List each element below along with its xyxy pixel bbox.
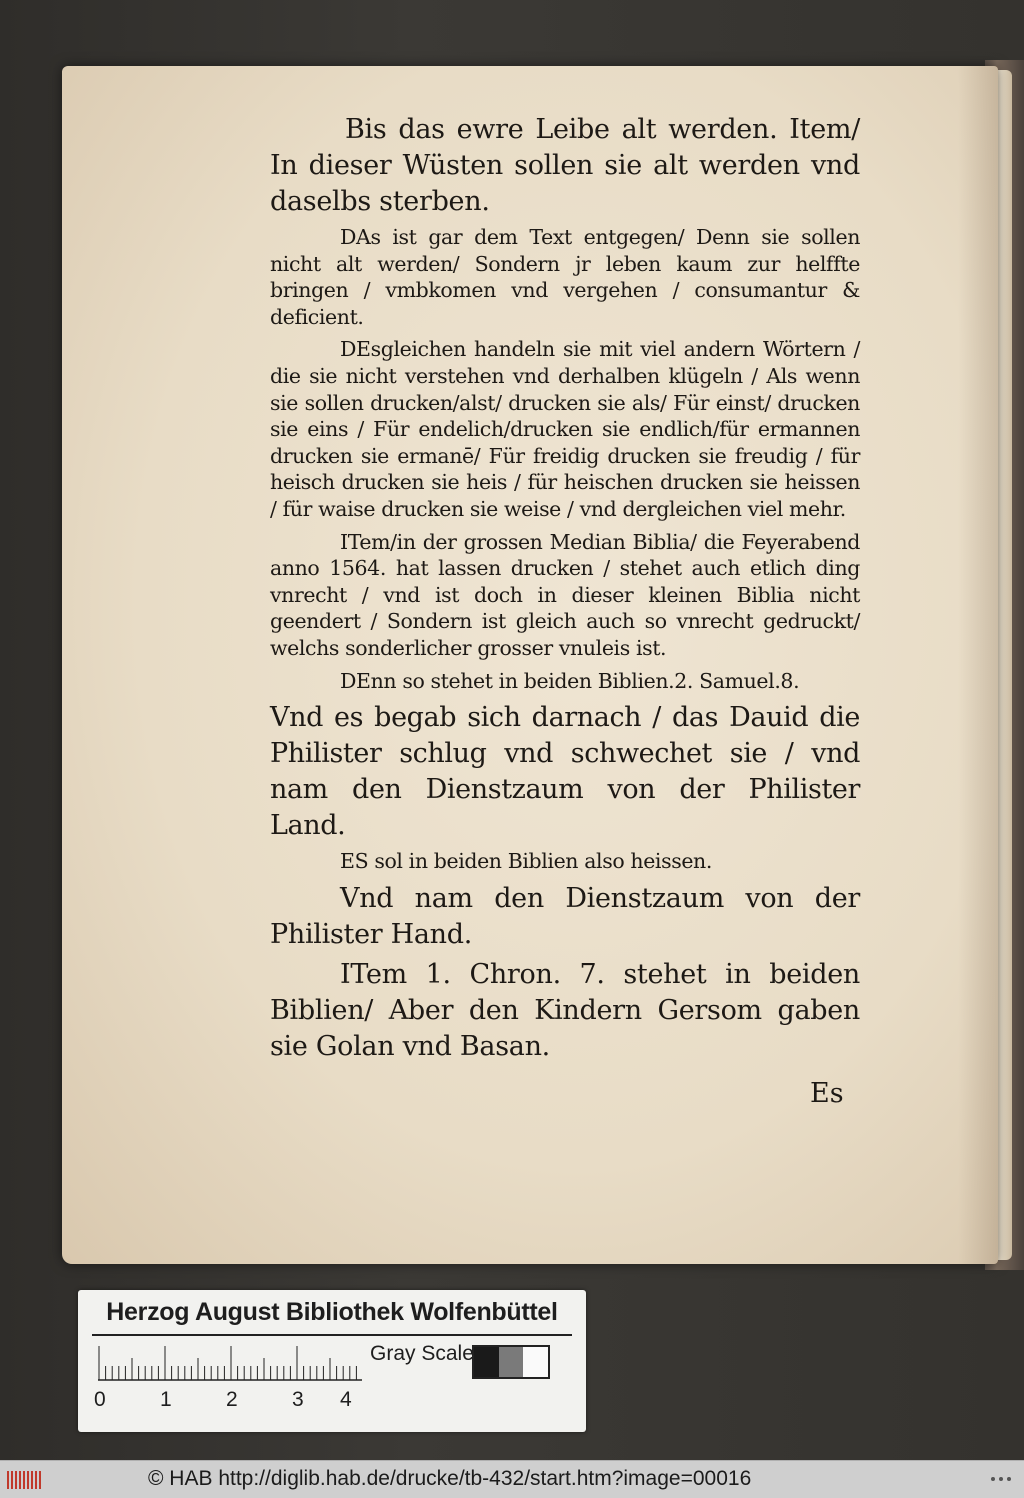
scale-number: 3 <box>292 1388 304 1411</box>
ruler-scale <box>98 1346 362 1382</box>
card-divider <box>92 1334 572 1336</box>
swatch-black <box>474 1347 499 1377</box>
page-text <box>270 112 860 1069</box>
menu-dots-icon[interactable] <box>990 1475 1012 1483</box>
text-paragraph: DEsgleichen handeln sie mit viel andern Wörtern / die sie nicht verstehen vnd derhalben klügeln / Als wenn sie sollen drucken/alst/ drucken sie als/ Für einst/ drucken sie eins / Für endelich/drucken sie endlich/für ermannen drucken sie ermanē/ Für freidig drucken sie freudig / für heisch drucken sie heis / für heischen drucken sie heissen / für waise drucken sie weise / vnd dergleichen viel mehr. <box>270 337 860 521</box>
text-paragraph: DAs ist gar dem Text entgegen/ Denn sie sollen nicht alt werden/ Sondern jr leben kaum zur helffte bringen / vmbkomen vnd vergehen / consumantur & deficient. <box>270 225 860 329</box>
color-calibration-card <box>78 1290 586 1432</box>
text-paragraph: ES sol in beiden Biblien also heissen. <box>340 849 712 874</box>
gray-scale-label: Gray Scale <box>370 1342 474 1365</box>
swatch-gray <box>499 1347 524 1377</box>
gray-swatches <box>472 1345 550 1379</box>
scale-number: 0 <box>94 1388 106 1411</box>
catchword: Es <box>810 1078 844 1109</box>
text-paragraph: Vnd nam den Dienstzaum von der Philister Hand. <box>270 882 860 950</box>
text-paragraph: ITem 1. Chron. 7. stehet in beiden Biblien/ Aber den Kindern Gersom gaben sie Golan vnd Basan. <box>270 958 860 1062</box>
library-name: Herzog August Bibliothek Wolfenbüttel <box>106 1298 558 1326</box>
hab-logo-icon <box>6 1468 44 1492</box>
text-paragraph: DEnn so stehet in beiden Biblien.2. Samuel.8. <box>340 668 800 693</box>
text-paragraph: Bis das ewre Leibe alt werden. Item/ In dieser Wüsten sollen sie alt werden vnd daselbs sterben. <box>270 114 860 217</box>
swatch-white <box>523 1347 548 1377</box>
text-paragraph: Vnd es begab sich darnach / das Dauid die Philister schlug vnd schwechet sie / vnd nam den Dienstzaum von der Philister Land. <box>270 702 860 842</box>
scale-number: 1 <box>160 1388 172 1411</box>
copyright-link[interactable]: © HAB http://diglib.hab.de/drucke/tb-432/start.htm?image=00016 <box>148 1467 752 1490</box>
text-paragraph: ITem/in der grossen Median Biblia/ die Feyerabend anno 1564. hat lassen drucken / stehet auch etlich ding vnrecht / vnd ist doch in dieser kleinen Biblia nicht geendert / Sondern ist gleich auch so vnrecht gedruckt/ welchs sonderlicher grosser vnuleis ist. <box>270 529 860 660</box>
scale-number: 2 <box>226 1388 238 1411</box>
scale-number: 4 <box>340 1388 352 1411</box>
footer-bar <box>0 1460 1024 1498</box>
